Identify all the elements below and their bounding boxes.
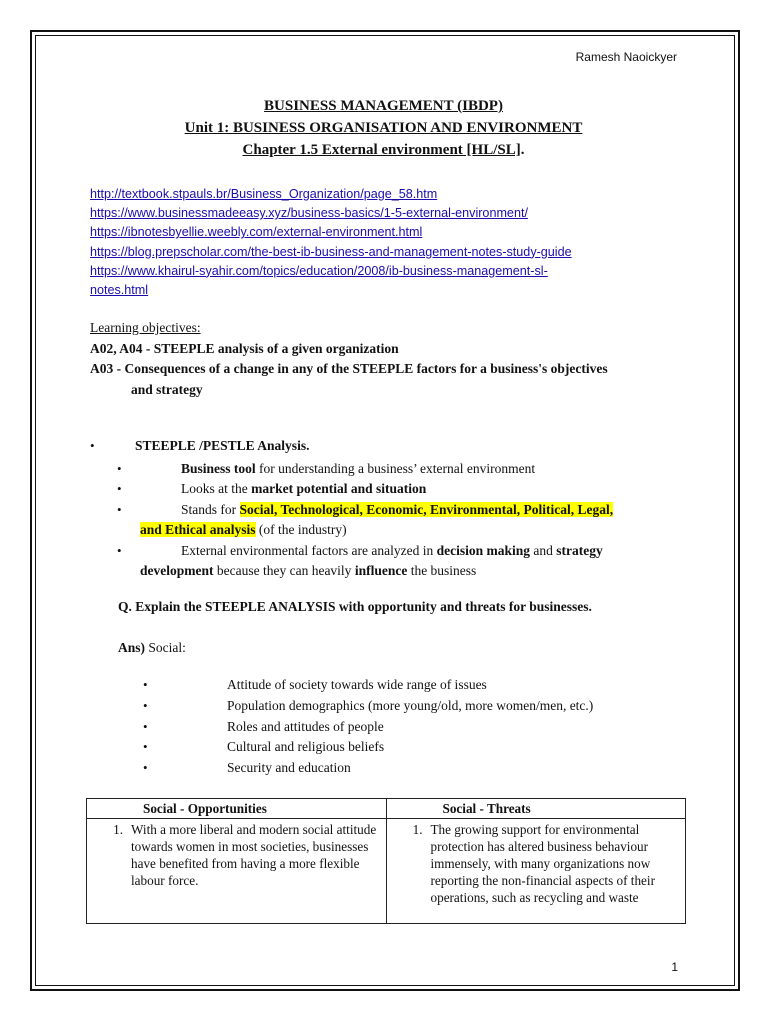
chapter-title-suffix: . [520, 142, 525, 158]
list-item-text: Security and education [227, 760, 351, 776]
column-header-threats: Social - Threats [386, 799, 686, 819]
author-name: Ramesh Naoickyer [575, 50, 677, 64]
answer-line [118, 640, 186, 656]
bullet-icon: • [143, 697, 148, 713]
steeple-bullet-4 [90, 541, 680, 562]
reference-links [90, 185, 680, 300]
bold-text: development [140, 563, 214, 578]
document-titles [90, 95, 677, 161]
social-opportunities-threats-table [86, 798, 686, 924]
table-cell-opportunity [87, 819, 387, 924]
answer-text: Social: [145, 640, 186, 655]
bullet-icon: • [117, 542, 122, 558]
list-item-text: Cultural and religious beliefs [227, 739, 385, 755]
text: (of the industry) [255, 522, 347, 537]
objective-1: A02, A04 - STEEPLE analysis of a given organization [90, 340, 399, 356]
highlighted-text: Social, Technological, Economic, Environmental, Political, Legal, [239, 501, 614, 517]
steeple-bullet-3 [90, 500, 680, 521]
page-number: 1 [671, 960, 678, 974]
link-businessmadeeasy[interactable]: https://www.businessmadeeasy.xyz/business-basics/1-5-external-environment/ [90, 206, 528, 221]
text: and [530, 542, 557, 558]
link-stpauls[interactable]: http://textbook.stpauls.br/Business_Organization/page_58.htm [90, 187, 438, 201]
list-item-text: Attitude of society towards wide range of issues [227, 677, 487, 692]
bullet-icon: • [117, 460, 122, 476]
bold-text: strategy [556, 542, 603, 558]
course-title: BUSINESS MANAGEMENT (IBDP) [264, 98, 503, 114]
steeple-heading: STEEPLE /PESTLE Analysis. [135, 438, 310, 453]
steeple-bullet-3-cont [90, 520, 680, 541]
link-khairul-syahir[interactable]: https://www.khairul-syahir.com/topics/education/2008/ib-business-management-sl- [90, 263, 548, 278]
bullet-icon: • [143, 718, 148, 734]
chapter-title-line [90, 139, 677, 161]
objective-2-cont: and strategy [131, 381, 203, 397]
steeple-bullet-1 [90, 459, 680, 480]
text: for understanding a business’ external environment [255, 460, 536, 476]
link-khairul-syahir-cont[interactable]: notes.html [90, 283, 149, 298]
question-text: Q. Explain the STEEPLE ANALYSIS with opportunity and threats for businesses. [118, 599, 592, 614]
list-item [140, 675, 593, 696]
text: Stands for [181, 501, 240, 517]
answer-label: Ans) [118, 640, 146, 655]
text: External environmental factors are analyzed in [181, 542, 437, 558]
highlighted-text: and Ethical analysis [140, 522, 256, 537]
column-header-opportunities: Social - Opportunities [87, 799, 387, 819]
unit-title: Unit 1: BUSINESS ORGANISATION AND ENVIRONMENT [184, 120, 583, 136]
list-item-text: Population demographics (more young/old, more women/men, etc.) [227, 697, 594, 713]
list-item [140, 696, 593, 717]
social-factors-list [140, 675, 593, 779]
table-header-row [87, 799, 686, 819]
table-row [87, 819, 686, 924]
text: the business [407, 563, 477, 578]
item-number: 1. [412, 822, 423, 837]
objectives-label: Learning objectives: [90, 320, 201, 335]
link-prepscholar[interactable]: https://blog.prepscholar.com/the-best-ib-business-and-management-notes-study-guide [90, 244, 572, 259]
chapter-title: Chapter 1.5 External environment [HL/SL] [242, 142, 521, 158]
bullet-icon: • [143, 677, 148, 692]
bullet-icon: • [117, 501, 122, 517]
bullet-icon: • [117, 481, 122, 496]
list-item [140, 717, 593, 738]
bold-text: Business tool [181, 460, 256, 476]
text: Looks at the [181, 481, 252, 496]
list-item-text: Roles and attitudes of people [227, 718, 384, 734]
learning-objectives [90, 318, 680, 400]
steeple-bullet-2 [90, 479, 680, 500]
bullet-icon: • [143, 739, 148, 755]
bold-text: market potential and situation [251, 481, 427, 496]
steeple-section [90, 436, 680, 582]
steeple-heading-row [90, 436, 680, 457]
link-ibnotesbyellie[interactable]: https://ibnotesbyellie.weebly.com/external-environment.html [90, 225, 423, 240]
bullet-icon: • [90, 438, 95, 453]
bullet-icon: • [143, 760, 148, 776]
bold-text: decision making [436, 542, 531, 558]
threat-text: The growing support for environmental protection has altered business behaviour immensely, with many organizations now reporting the non-financial aspects of their operations, such as recycling and waste [430, 822, 655, 905]
objective-2: A03 - Consequences of a change in any of the STEEPLE factors for a business's objectives [90, 361, 608, 376]
text: because they can heavily [213, 563, 355, 578]
list-item [140, 758, 593, 779]
list-item [140, 737, 593, 758]
steeple-bullet-4-cont [90, 561, 680, 582]
table-cell-threat [386, 819, 686, 924]
bold-text: influence [354, 563, 408, 578]
item-number: 1. [113, 822, 123, 837]
opportunity-text: With a more liberal and modern social attitude towards women in most societies, businesses have benefited from having a more flexible labour force. [131, 822, 377, 888]
